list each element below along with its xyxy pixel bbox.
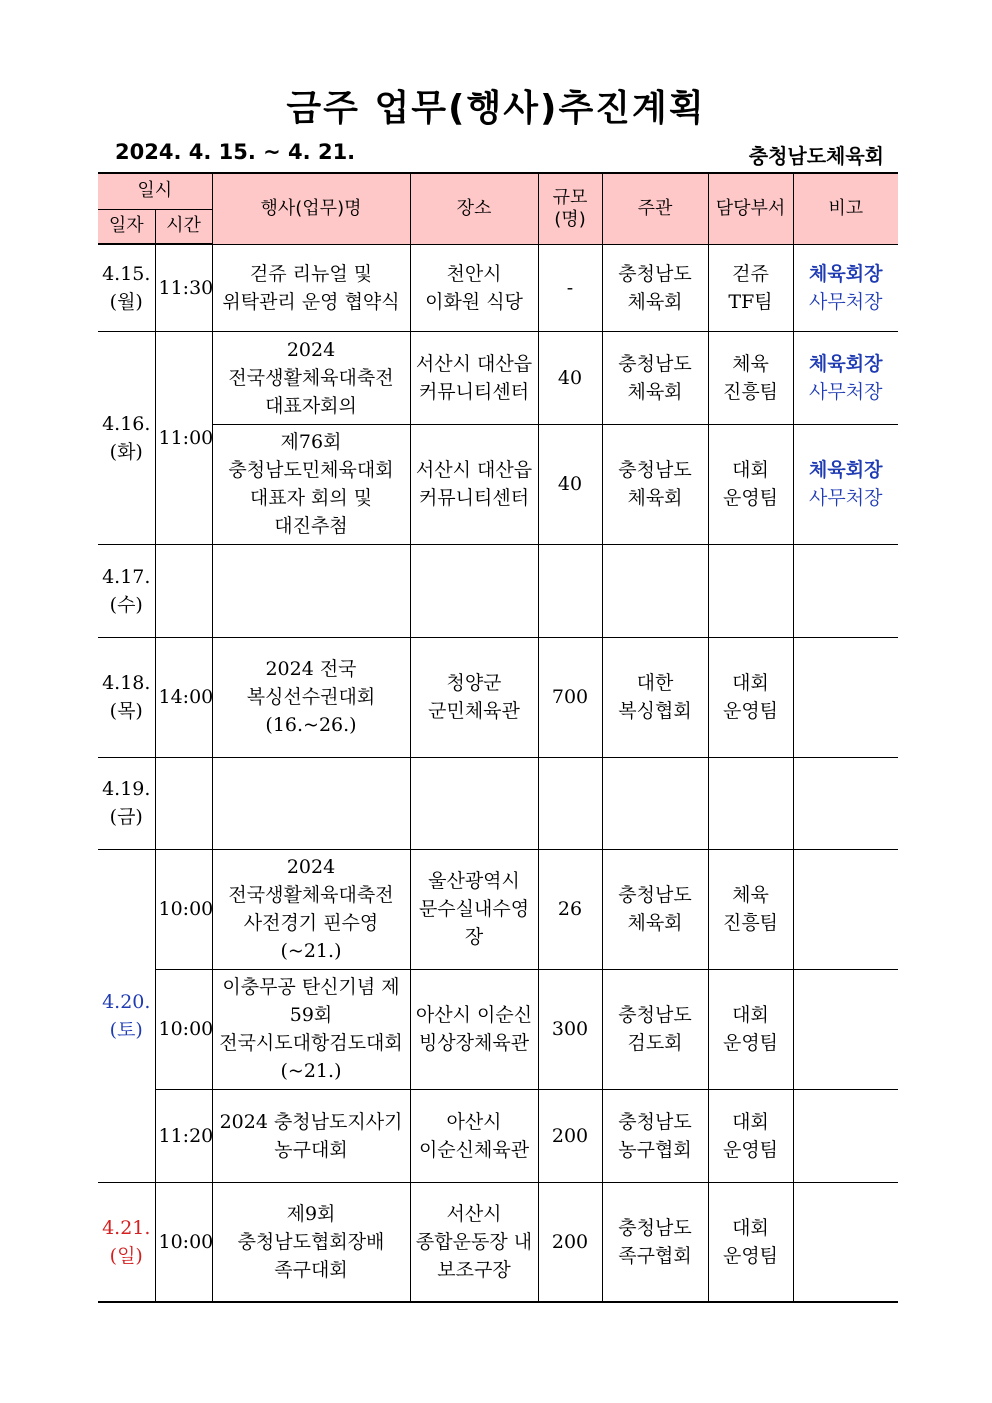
place-cell bbox=[410, 544, 538, 637]
event-cell: 제9회 충청남도협회장배 족구대회 bbox=[212, 1182, 410, 1302]
table-row bbox=[98, 331, 898, 424]
scale-cell bbox=[538, 544, 602, 637]
note-secretary: 사무처장 bbox=[809, 290, 883, 313]
table-row bbox=[98, 637, 898, 757]
note-cell bbox=[793, 849, 898, 969]
place-cell: 천안시 이화원 식당 bbox=[410, 244, 538, 331]
dept-cell: 걷쥬 TF팀 bbox=[708, 244, 793, 331]
table-row bbox=[98, 757, 898, 849]
scale-cell: 200 bbox=[538, 1089, 602, 1182]
header-place: 장소 bbox=[410, 173, 538, 244]
header-datetime: 일시 bbox=[98, 173, 212, 209]
time-cell: 11:30 bbox=[155, 244, 212, 331]
date-cell: 4.20. (토) bbox=[98, 849, 155, 1182]
host-cell: 충청남도 족구협회 bbox=[602, 1182, 708, 1302]
date-cell: 4.19. (금) bbox=[98, 757, 155, 849]
dept-cell bbox=[708, 757, 793, 849]
date-cell: 4.21. (일) bbox=[98, 1182, 155, 1302]
schedule-body bbox=[98, 244, 898, 1302]
table-row bbox=[98, 1089, 898, 1182]
note-cell bbox=[793, 244, 898, 331]
dept-cell: 대회 운영팀 bbox=[708, 1089, 793, 1182]
place-cell: 청양군 군민체육관 bbox=[410, 637, 538, 757]
note-cell bbox=[793, 757, 898, 849]
header-scale: 규모 (명) bbox=[538, 173, 602, 244]
scale-cell: 200 bbox=[538, 1182, 602, 1302]
place-cell bbox=[410, 757, 538, 849]
time-cell: 10:00 bbox=[155, 969, 212, 1089]
scale-cell: 700 bbox=[538, 637, 602, 757]
dept-cell: 대회 운영팀 bbox=[708, 424, 793, 544]
date-cell: 4.18. (목) bbox=[98, 637, 155, 757]
dept-cell: 대회 운영팀 bbox=[708, 637, 793, 757]
event-cell: 2024 전국 복싱선수권대회 (16.~26.) bbox=[212, 637, 410, 757]
scale-cell: 300 bbox=[538, 969, 602, 1089]
event-cell: 이충무공 탄신기념 제59회 전국시도대항검도대회 (~21.) bbox=[212, 969, 410, 1089]
date-cell: 4.15. (월) bbox=[98, 244, 155, 331]
host-cell: 충청남도 체육회 bbox=[602, 331, 708, 424]
scale-cell: 40 bbox=[538, 331, 602, 424]
header-dept: 담당부서 bbox=[708, 173, 793, 244]
scale-cell: - bbox=[538, 244, 602, 331]
note-chairman: 체육회장 bbox=[809, 352, 883, 375]
scale-cell: 26 bbox=[538, 849, 602, 969]
table-row bbox=[98, 849, 898, 969]
time-cell: 11:20 bbox=[155, 1089, 212, 1182]
event-cell: 제76회 충청남도민체육대회 대표자 회의 및 대진추첨 bbox=[212, 424, 410, 544]
place-cell: 서산시 대산읍 커뮤니티센터 bbox=[410, 331, 538, 424]
period-text: 2024. 4. 15. ~ 4. 21. bbox=[115, 140, 356, 164]
time-cell: 10:00 bbox=[155, 1182, 212, 1302]
note-cell bbox=[793, 424, 898, 544]
schedule-table bbox=[98, 172, 898, 1303]
table-row bbox=[98, 544, 898, 637]
note-secretary: 사무처장 bbox=[809, 380, 883, 403]
header-time: 시간 bbox=[155, 209, 212, 244]
date-cell: 4.17. (수) bbox=[98, 544, 155, 637]
host-cell bbox=[602, 757, 708, 849]
note-cell bbox=[793, 1182, 898, 1302]
host-cell: 충청남도 체육회 bbox=[602, 424, 708, 544]
event-cell: 2024 충청남도지사기 농구대회 bbox=[212, 1089, 410, 1182]
table-row bbox=[98, 244, 898, 331]
header-note: 비고 bbox=[793, 173, 898, 244]
place-cell: 서산시 대산읍 커뮤니티센터 bbox=[410, 424, 538, 544]
scale-cell bbox=[538, 757, 602, 849]
event-cell: 2024 전국생활체육대축전 대표자회의 bbox=[212, 331, 410, 424]
place-cell: 서산시 종합운동장 내 보조구장 bbox=[410, 1182, 538, 1302]
place-cell: 울산광역시 문수실내수영장 bbox=[410, 849, 538, 969]
place-cell: 아산시 이순신 빙상장체육관 bbox=[410, 969, 538, 1089]
event-cell bbox=[212, 544, 410, 637]
scale-cell: 40 bbox=[538, 424, 602, 544]
time-cell bbox=[155, 757, 212, 849]
header-date: 일자 bbox=[98, 209, 155, 244]
note-cell bbox=[793, 969, 898, 1089]
header-host: 주관 bbox=[602, 173, 708, 244]
host-cell: 충청남도 농구협회 bbox=[602, 1089, 708, 1182]
event-cell: 2024 전국생활체육대축전 사전경기 핀수영(~21.) bbox=[212, 849, 410, 969]
place-cell: 아산시 이순신체육관 bbox=[410, 1089, 538, 1182]
date-cell: 4.16. (화) bbox=[98, 331, 155, 544]
dept-cell bbox=[708, 544, 793, 637]
time-cell bbox=[155, 544, 212, 637]
time-cell: 10:00 bbox=[155, 849, 212, 969]
header-event: 행사(업무)명 bbox=[212, 173, 410, 244]
note-cell bbox=[793, 331, 898, 424]
dept-cell: 대회 운영팀 bbox=[708, 1182, 793, 1302]
note-cell bbox=[793, 544, 898, 637]
organization-name: 충청남도체육회 bbox=[748, 144, 884, 168]
time-cell: 14:00 bbox=[155, 637, 212, 757]
note-secretary: 사무처장 bbox=[809, 487, 883, 509]
event-cell: 걷쥬 리뉴얼 및 위탁관리 운영 협약식 bbox=[212, 244, 410, 331]
note-chairman: 체육회장 bbox=[809, 459, 883, 481]
dept-cell: 체육 진흥팀 bbox=[708, 331, 793, 424]
table-row bbox=[98, 424, 898, 544]
note-chairman: 체육회장 bbox=[809, 262, 883, 285]
table-row bbox=[98, 969, 898, 1089]
note-cell bbox=[793, 1089, 898, 1182]
dept-cell: 대회 운영팀 bbox=[708, 969, 793, 1089]
host-cell bbox=[602, 544, 708, 637]
event-cell bbox=[212, 757, 410, 849]
host-cell: 충청남도 체육회 bbox=[602, 244, 708, 331]
host-cell: 대한 복싱협회 bbox=[602, 637, 708, 757]
page-title: 금주 업무(행사)추진계획 bbox=[286, 88, 706, 129]
table-row bbox=[98, 1182, 898, 1302]
dept-cell: 체육 진흥팀 bbox=[708, 849, 793, 969]
host-cell: 충청남도 검도회 bbox=[602, 969, 708, 1089]
time-cell: 11:00 bbox=[155, 331, 212, 544]
host-cell: 충청남도 체육회 bbox=[602, 849, 708, 969]
note-cell bbox=[793, 637, 898, 757]
